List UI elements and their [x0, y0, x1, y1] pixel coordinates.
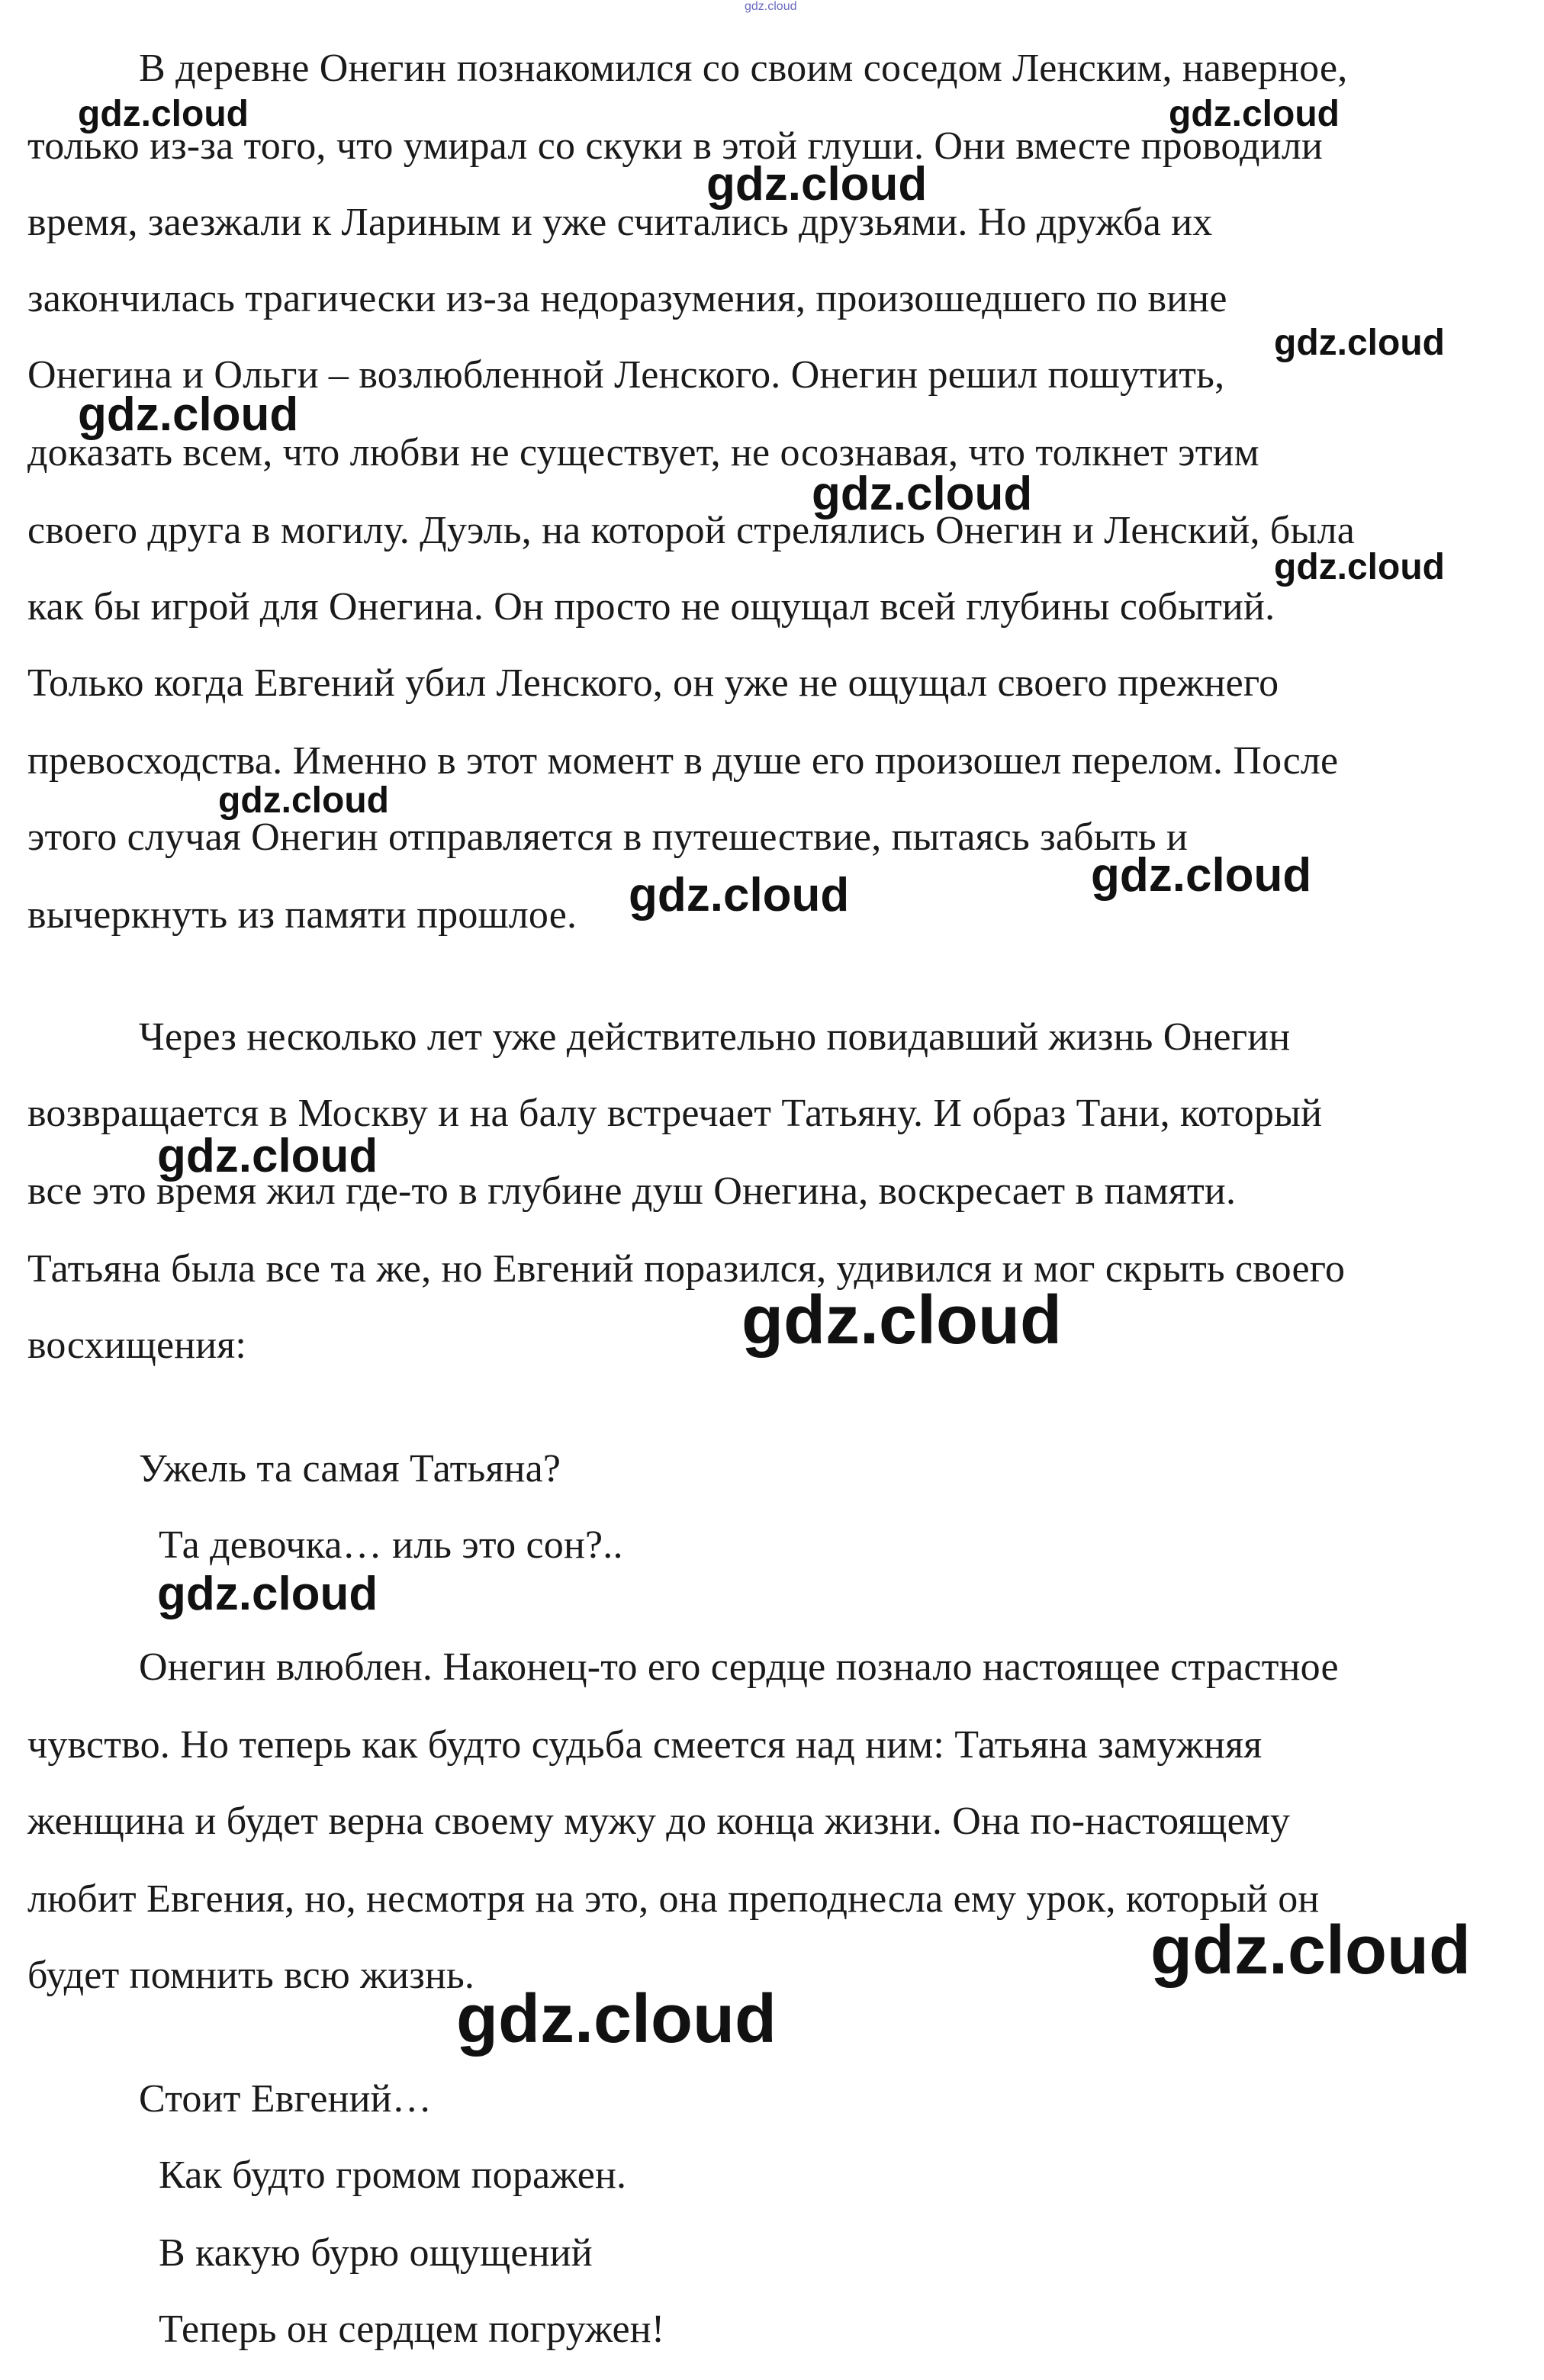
- p3-line-1: Онегин влюблен. Наконец-то его сердце познало настоящее страстное: [139, 1645, 1339, 1689]
- p3-line-5: будет помнить всю жизнь.: [27, 1954, 475, 1997]
- quote1-line-1: Ужель та самая Татьяна?: [139, 1447, 561, 1491]
- p3-line-3: женщина и будет верна своему мужу до конца жизни. Она по-настоящему: [27, 1799, 1291, 1843]
- watermark-9: gdz.cloud: [1091, 849, 1312, 902]
- watermark-15: gdz.cloud: [456, 1981, 777, 2057]
- watermark-8: gdz.cloud: [218, 780, 389, 821]
- p1-line-7: своего друга в могилу. Дуэль, на которой стрелялись Онегин и Ленский, была: [27, 509, 1356, 552]
- watermark-2: gdz.cloud: [1169, 94, 1340, 134]
- watermark-3: gdz.cloud: [706, 158, 928, 211]
- p3-line-4: любит Евгения, но, несмотря на это, она преподнесла ему урок, который он: [27, 1877, 1320, 1921]
- watermark-4: gdz.cloud: [1274, 323, 1445, 363]
- p1-line-4: закончилась трагически из-за недоразумения, произошедшего по вине: [27, 277, 1227, 320]
- watermark-10: gdz.cloud: [629, 869, 850, 921]
- p1-line-11: этого случая Онегин отправляется в путешествие, пытаясь забыть и: [27, 815, 1189, 859]
- p1-line-5: Онегина и Ольги – возлюбленной Ленского. Онегин решил пошутить,: [27, 353, 1225, 397]
- watermark-top: gdz.cloud: [745, 0, 797, 13]
- p2-line-2: возвращается в Москву и на балу встречает Татьяну. И образ Тани, который: [27, 1092, 1323, 1135]
- watermark-6: gdz.cloud: [812, 468, 1033, 520]
- watermark-12: gdz.cloud: [741, 1282, 1062, 1359]
- p1-line-9: Только когда Евгений убил Ленского, он уже не ощущал своего прежнего: [27, 661, 1279, 705]
- p2-line-1: Через несколько лет уже действительно повидавший жизнь Онегин: [139, 1015, 1291, 1059]
- watermark-11: gdz.cloud: [157, 1130, 378, 1182]
- watermark-14: gdz.cloud: [1150, 1912, 1471, 1989]
- p1-line-8: как бы игрой для Онегина. Он просто не ощущал всей глубины событий.: [27, 585, 1275, 629]
- p1-line-3: время, заезжали к Лариным и уже считались друзьями. Но дружба их: [27, 201, 1213, 244]
- quote2-line-1: Стоит Евгений…: [139, 2077, 432, 2121]
- watermark-1: gdz.cloud: [78, 94, 249, 134]
- watermark-13: gdz.cloud: [157, 1568, 378, 1620]
- watermark-7: gdz.cloud: [1274, 547, 1445, 587]
- p2-line-3: все это время жил где-то в глубине душ Онегина, воскресает в памяти.: [27, 1169, 1237, 1213]
- quote2-line-4: Теперь он сердцем погружен!: [159, 2308, 665, 2351]
- p1-line-2: только из-за того, что умирал со скуки в этой глуши. Они вместе проводили: [27, 124, 1323, 168]
- p2-line-5: восхищения:: [27, 1323, 247, 1367]
- p1-line-6: доказать всем, что любви не существует, не осознавая, что толкнет этим: [27, 431, 1259, 474]
- quote2-line-3: В какую бурю ощущений: [159, 2231, 593, 2275]
- p2-line-4: Татьяна была все та же, но Евгений поразился, удивился и мог скрыть своего: [27, 1247, 1346, 1291]
- watermark-5: gdz.cloud: [78, 388, 299, 441]
- quote2-line-2: Как будто громом поражен.: [159, 2153, 627, 2197]
- p1-line-10: превосходства. Именно в этот момент в душе его произошел перелом. После: [27, 739, 1339, 783]
- p1-line-12: вычеркнуть из памяти прошлое.: [27, 893, 577, 937]
- quote1-line-2: Та девочка… иль это сон?..: [159, 1523, 623, 1567]
- p1-line-1: В деревне Онегин познакомился со своим соседом Ленским, наверное,: [139, 47, 1348, 90]
- p3-line-2: чувство. Но теперь как будто судьба смеется над ним: Татьяна замужняя: [27, 1723, 1263, 1767]
